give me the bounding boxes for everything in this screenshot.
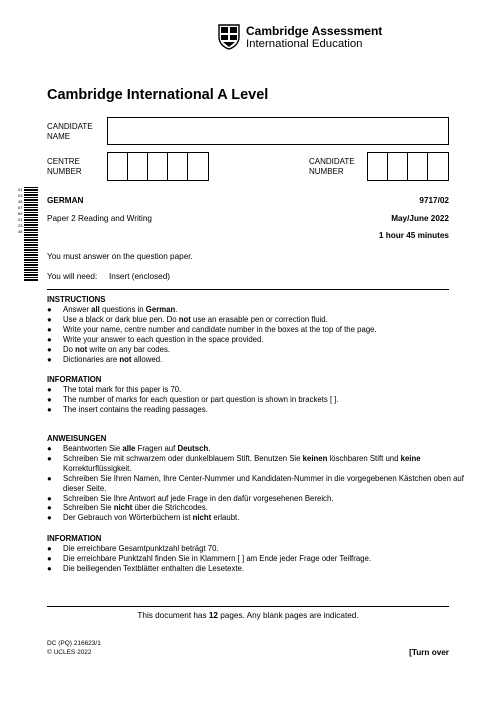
candidate-number-label-line1: CANDIDATE [309,157,355,166]
information-list [47,385,473,415]
centre-number-field[interactable] [107,152,209,181]
candidate-number-cell[interactable] [388,153,408,180]
candidate-name-label [47,122,93,142]
list-item: ● Der Gebrauch von Wörterbüchern ist nicht erlaubt. [47,513,240,523]
candidate-number-label [309,157,355,177]
candidate-number-label-line2: NUMBER [309,167,344,176]
list-item: ● Write your name, centre number and candidate number in the boxes at the top of the page. [47,324,377,334]
you-will-need-label: You will need: [47,272,98,281]
instruction-text: Use a black or dark blue pen. Do not use an erasable pen or correction fluid. [63,314,328,324]
list-item: ● Schreiben Sie Ihren Namen, Ihre Center-Nummer und Kandidaten-Nummer in die vorgegebenen Kästchen oben auf dieser Seite. [47,473,464,493]
exam-duration: 1 hour 45 minutes [378,231,449,240]
information-text: The total mark for this paper is 70. [63,385,182,394]
candidate-number-field[interactable] [367,152,449,181]
list-item: ● Beantworten Sie alle Fragen auf Deutsch. [47,444,211,453]
instruction-text: Write your name, centre number and candidate number in the boxes at the top of the page. [63,324,377,334]
divider-bottom [47,606,449,607]
list-item: ● Die beiliegenden Textblätter enthalten die Lesetexte. [47,563,245,573]
turn-over-label: [Turn over [409,648,449,657]
subject-code: 9717/02 [419,196,449,205]
anweisung-text: Beantworten Sie alle Fragen auf Deutsch. [63,444,211,453]
candidate-number-cell[interactable] [428,153,448,180]
centre-number-cell[interactable] [188,153,208,180]
instruction-text: Answer all questions in German. [63,305,178,314]
anweisung-text: Schreiben Sie Ihre Antwort auf jede Frage in den dafür vorgesehenen Bereich. [63,493,334,503]
page-count-note [47,611,449,620]
anweisung-text: Der Gebrauch von Wörterbüchern ist nicht erlaubt. [63,513,240,523]
candidate-name-label-line1: CANDIDATE [47,122,93,131]
list-item: ● The total mark for this paper is 70. [47,385,182,394]
candidate-name-field[interactable] [107,117,449,145]
list-item: ● Do not write on any bar codes. [47,344,171,354]
logo-line-1: Cambridge Assessment [246,24,383,38]
footer-left [47,640,101,657]
information-heading: INFORMATION [47,375,102,384]
anweisung-text: Schreiben Sie nicht über die Strichcodes. [63,503,208,513]
information-text: The insert contains the reading passages. [63,404,208,414]
list-item: ● Answer all questions in German. [47,305,178,314]
copyright: © UCLES 2022 [47,648,92,656]
cambridge-shield-icon [218,24,240,50]
instructions-list [47,305,473,364]
centre-number-label-line1: CENTRE [47,157,80,166]
list-item: ● Schreiben Sie Ihre Antwort auf jede Frage in den dafür vorgesehenen Bereich. [47,493,334,503]
list-item: ● The insert contains the reading passages. [47,404,208,414]
instructions-heading: INSTRUCTIONS [47,295,106,304]
page-note-prefix: This document has [137,611,209,620]
page-count: 12 [208,611,218,620]
centre-number-label-line2: NUMBER [47,167,82,176]
information-de-text: Die erreichbare Punktzahl finden Sie in Klammern [ ] am Ende jeder Frage oder Teilfrage. [63,553,371,563]
page-title: Cambridge International A Level [47,87,269,103]
information-text: The number of marks for each question or part question is shown in brackets [ ]. [63,394,339,404]
information-de-text: Die erreichbare Gesamtpunktzahl beträgt 70. [63,544,219,553]
instruction-text: Do not write on any bar codes. [63,344,171,354]
anweisungen-heading: ANWEISUNGEN [47,434,107,443]
divider-top [47,289,449,290]
centre-number-cell[interactable] [168,153,188,180]
centre-number-cell[interactable] [128,153,148,180]
anweisung-text: Schreiben Sie Ihren Namen, Ihre Center-Nummer und Kandidaten-Nummer in die vorgegebenen Kästchen oben auf dieser Seite. [63,473,464,493]
subject-name: GERMAN [47,196,84,205]
centre-number-cell[interactable] [108,153,128,180]
information-de-heading: INFORMATION [47,534,102,543]
list-item: ● Use a black or dark blue pen. Do not use an erasable pen or correction fluid. [47,314,328,324]
page-note-suffix: pages. Any blank pages are indicated. [217,611,359,620]
centre-number-cell[interactable] [148,153,168,180]
you-will-need-value: Insert (enclosed) [109,272,170,281]
instruction-text: Write your answer to each question in the space provided. [63,334,264,344]
candidate-number-cell[interactable] [368,153,388,180]
centre-number-label [47,157,82,177]
barcode-digits: 0123456789012345 [18,187,23,234]
instruction-text: Dictionaries are not allowed. [63,354,163,364]
list-item: ● Schreiben Sie nicht über die Strichcodes. [47,503,208,513]
information-de-list [47,544,473,574]
list-item: ● Die erreichbare Punktzahl finden Sie in Klammern [ ] am Ende jeder Frage oder Teilfrage. [47,553,371,563]
candidate-number-cell[interactable] [408,153,428,180]
logo-line-2: International Education [246,38,363,50]
cambridge-logo [218,24,478,54]
exam-session: May/June 2022 [391,214,449,223]
list-item: ● Die erreichbare Gesamtpunktzahl beträgt 70. [47,544,219,553]
candidate-name-label-line2: NAME [47,132,71,141]
list-item: ● Schreiben Sie mit schwarzem oder dunkelblauem Stift. Benutzen Sie keinen löschbaren Stift und keine Korrekturflüssigkeit. [47,453,421,473]
list-item: ● The number of marks for each question or part question is shown in brackets [ ]. [47,394,339,404]
anweisung-text: Schreiben Sie mit schwarzem oder dunkelblauem Stift. Benutzen Sie keinen löschbaren Stift und keine Korrekturflüssigkeit. [63,453,421,473]
document-code: DC (PQ) 216623/1 [47,640,101,647]
information-de-text: Die beiliegenden Textblätter enthalten die Lesetexte. [63,563,245,573]
barcode [18,187,40,282]
paper-title: Paper 2 Reading and Writing [47,214,152,223]
answer-note: You must answer on the question paper. [47,252,193,261]
barcode-bars [24,187,38,282]
anweisungen-list [47,444,473,523]
list-item: ● Write your answer to each question in the space provided. [47,334,264,344]
list-item: ● Dictionaries are not allowed. [47,354,163,364]
